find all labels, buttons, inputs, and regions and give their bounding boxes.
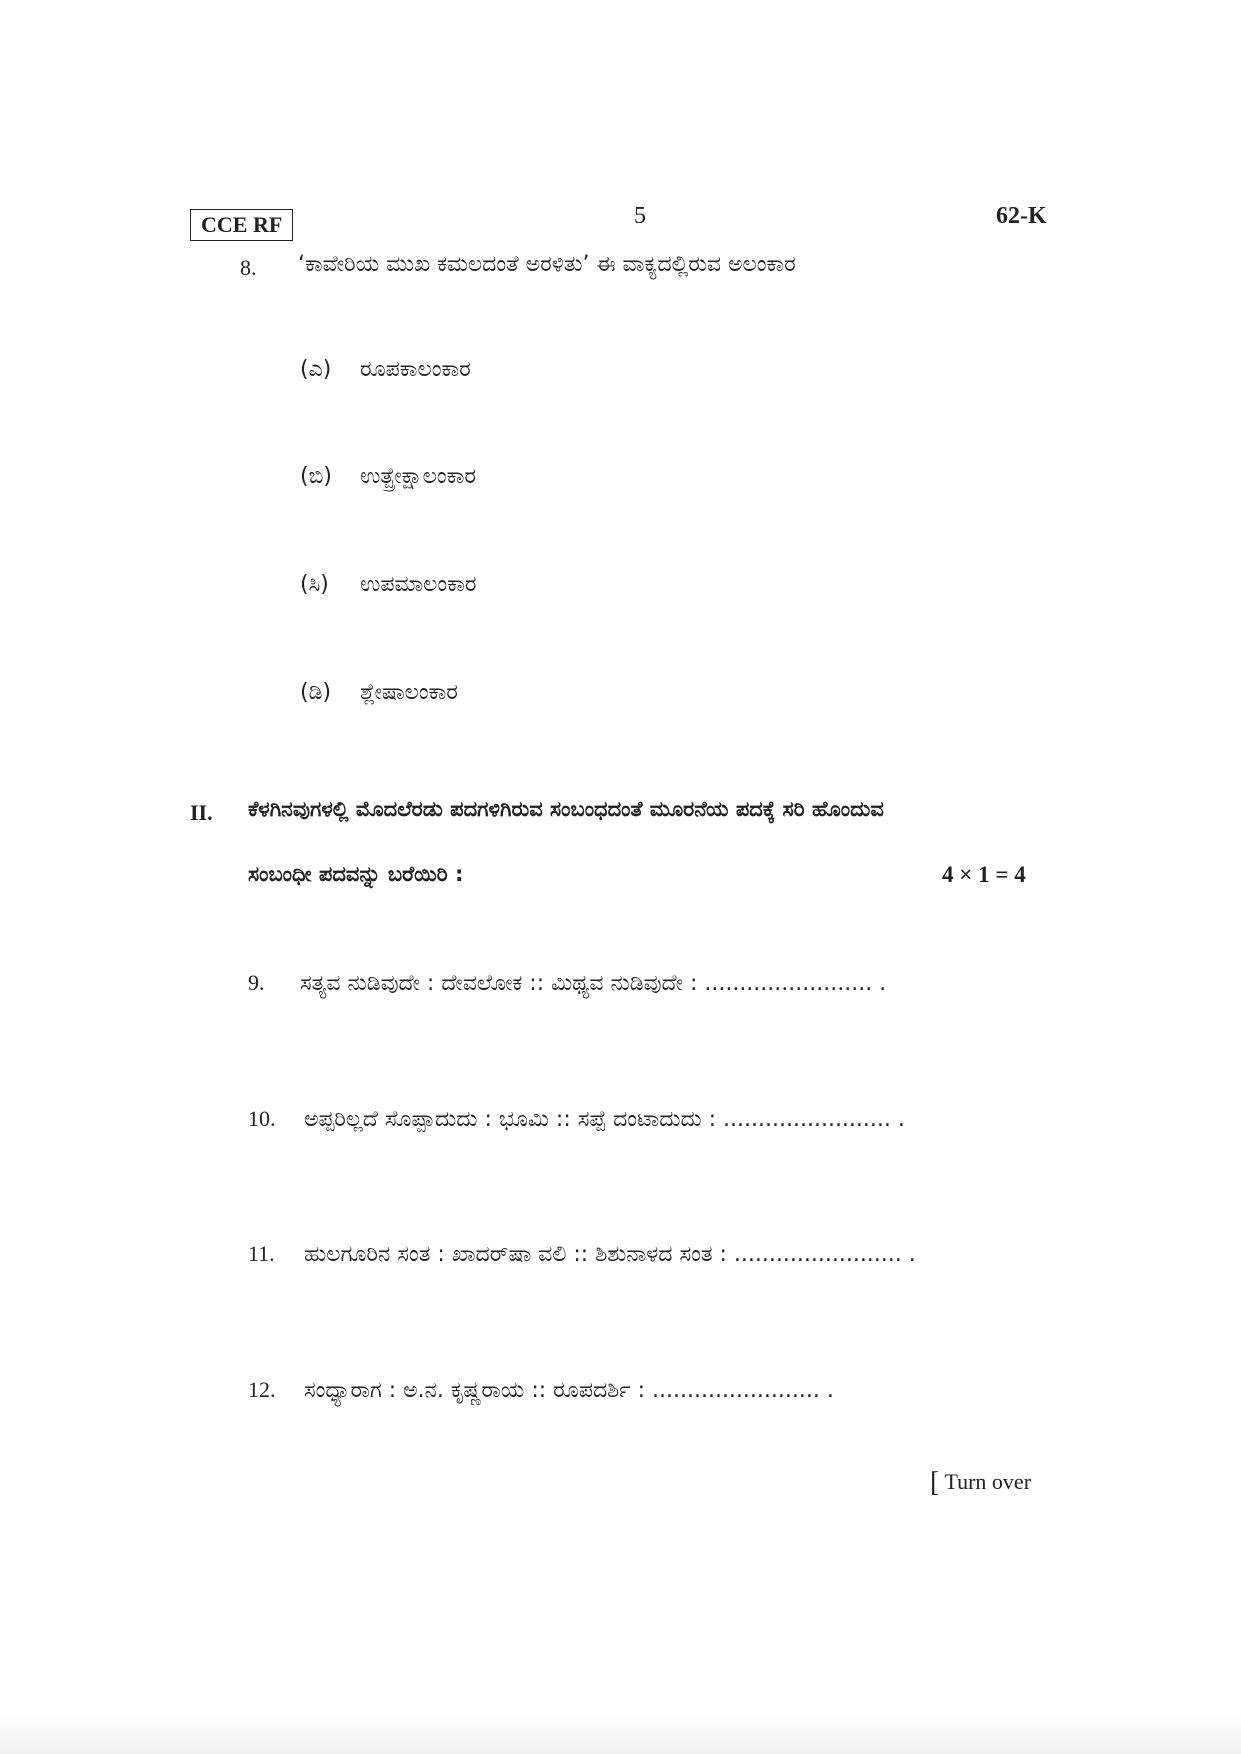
turn-over-note [930,1467,1031,1499]
option-label: (ಡಿ) [300,680,332,705]
option-text: ರೂಪಕಾಲಂಕಾರ [360,357,471,382]
question-number: 11. [248,1241,275,1266]
section-2-instruction-line2: ಸಂಬಂಧೀ ಪದವನ್ನು ಬರೆಯಿರಿ : [248,862,464,886]
turn-over-text: Turn over [944,1469,1032,1494]
question-number: 12. [248,1377,276,1402]
bracket-glyph: [ [930,1467,940,1498]
option-text: ಉಪಮಾಲಂಕಾರ [360,572,477,597]
question-8-text: ‘ಕಾವೇರಿಯ ಮುಖ ಕಮಲದಂತೆ ಅರಳಿತು’ ಈ ವಾಕ್ಯದಲ್ಲಿರುವ ಅಲಂಕಾರ [298,252,796,277]
question-8-number: 8. [240,255,257,280]
question-text: ಹುಲಗೂರಿನ ಸಂತ : ಖಾದರ್‌ಷಾ ವಲಿ :: ಶಿಶುನಾಳದ ಸಂತ : ........................ . [304,1242,916,1267]
paper-code-box [190,209,293,241]
q8-option-a [300,357,471,382]
scan-bottom-shade [0,1714,1241,1754]
section-2-instruction-line1: ಕೆಳಗಿನವುಗಳಲ್ಲಿ ಮೊದಲೆರಡು ಪದಗಳಿಗಿರುವ ಸಂಬಂಧದಂತೆ ಮೂರನೆಯ ಪದಕ್ಕೆ ಸರಿ ಹೊಂದುವ [248,797,884,821]
section-2-marks: 4 × 1 = 4 [942,862,1026,887]
paper-code: CCE RF [201,212,283,237]
question-number: 9. [248,970,265,995]
question-text: ಸಂಧ್ಯಾರಾಗ : ಅ.ನ. ಕೃಷ್ಣರಾಯ :: ರೂಪದರ್ಶಿ : ........................ . [304,1378,834,1403]
page-number: 5 [634,203,646,229]
question-number: 10. [248,1106,276,1131]
question-text: ಸತ್ಯವ ನುಡಿವುದೇ : ದೇವಲೋಕ :: ಮಿಥ್ಯವ ನುಡಿವುದೇ : ........................ . [300,971,887,996]
q8-option-c [300,572,476,597]
q8-option-d [300,680,458,705]
question-9 [248,970,886,996]
option-label: (ಸಿ) [300,572,329,597]
option-label: (ಬಿ) [300,464,332,489]
option-text: ಶ್ಲೇಷಾಲಂಕಾರ [360,680,458,705]
question-10 [248,1106,905,1132]
q8-option-b [300,464,476,489]
question-12 [248,1377,834,1403]
option-label: (ಎ) [300,357,332,382]
section-2-numeral: II. [190,800,213,825]
paper-number: 62-K [996,203,1047,229]
option-text: ಉತ್ಪ್ರೇಕ್ಷಾಲಂಕಾರ [360,464,476,489]
question-11 [248,1241,916,1267]
question-text: ಅಪ್ಪರಿಲ್ಲದೆ ಸೊಪ್ಪಾದುದು : ಭೂಮಿ :: ಸಪ್ಪೆ ದಂಟಾದುದು : ........................ . [304,1107,905,1132]
